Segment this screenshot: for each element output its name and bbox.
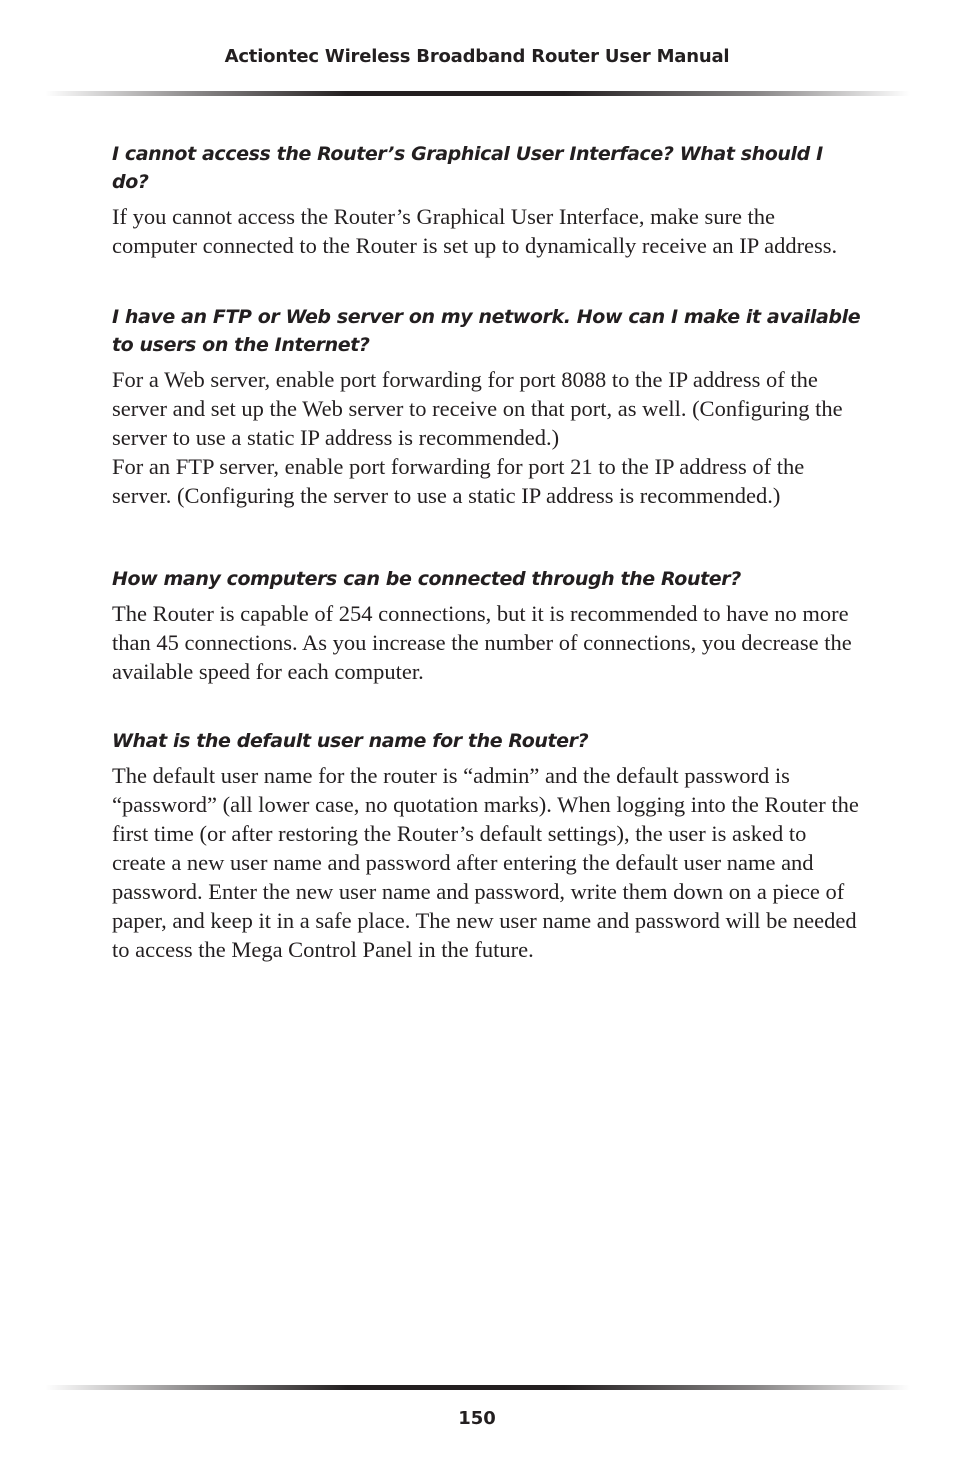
faq-question: How many computers can be connected through the Router? [112, 568, 741, 590]
faq-question: I have an FTP or Web server on my network. How can I make it available to users on the Internet? [112, 306, 861, 356]
running-header: Actiontec Wireless Broadband Router User Manual [224, 46, 730, 67]
faq-question: What is the default user name for the Router? [112, 730, 589, 752]
faq-question: I cannot access the Router’s Graphical User Interface? What should I do? [112, 143, 823, 193]
section-spacer [112, 686, 864, 727]
faq-item-ftp-web-server [112, 303, 864, 510]
section-spacer [112, 260, 864, 303]
faq-answer: For a Web server, enable port forwarding for port 8088 to the IP address of the server and set up the Web server to receive on that port, as well. (Configuring the server to use a static IP address is recommended.) [112, 367, 843, 450]
header-rule [45, 91, 910, 96]
faq-content [112, 140, 864, 964]
faq-answer: The default user name for the router is “admin” and the default password is “password” (all lower case, no quotation marks). When logging into the Router the first time (or after restoring the Router’s default settings), the user is asked to create a new user name and password after entering the default user name and password. Enter the new user name and password, write them down on a piece of paper, and keep it in a safe place. The new user name and password will be needed to access the Mega Control Panel in the future. [112, 763, 859, 962]
section-spacer [112, 510, 864, 565]
footer-rule [45, 1385, 910, 1390]
faq-item-connections [112, 565, 864, 686]
faq-answer: If you cannot access the Router’s Graphical User Interface, make sure the computer connected to the Router is set up to dynamically receive an IP address. [112, 204, 838, 258]
faq-answer: For an FTP server, enable port forwarding for port 21 to the IP address of the server. (Configuring the server to use a static IP address is recommended.) [112, 454, 805, 508]
faq-item-default-user-name [112, 727, 864, 964]
faq-answer: The Router is capable of 254 connections, but it is recommended to have no more than 45 connections. As you increase the number of connections, you decrease the available speed for each computer. [112, 601, 852, 684]
page-number: 150 [458, 1408, 496, 1429]
faq-item-gui-access [112, 140, 864, 260]
